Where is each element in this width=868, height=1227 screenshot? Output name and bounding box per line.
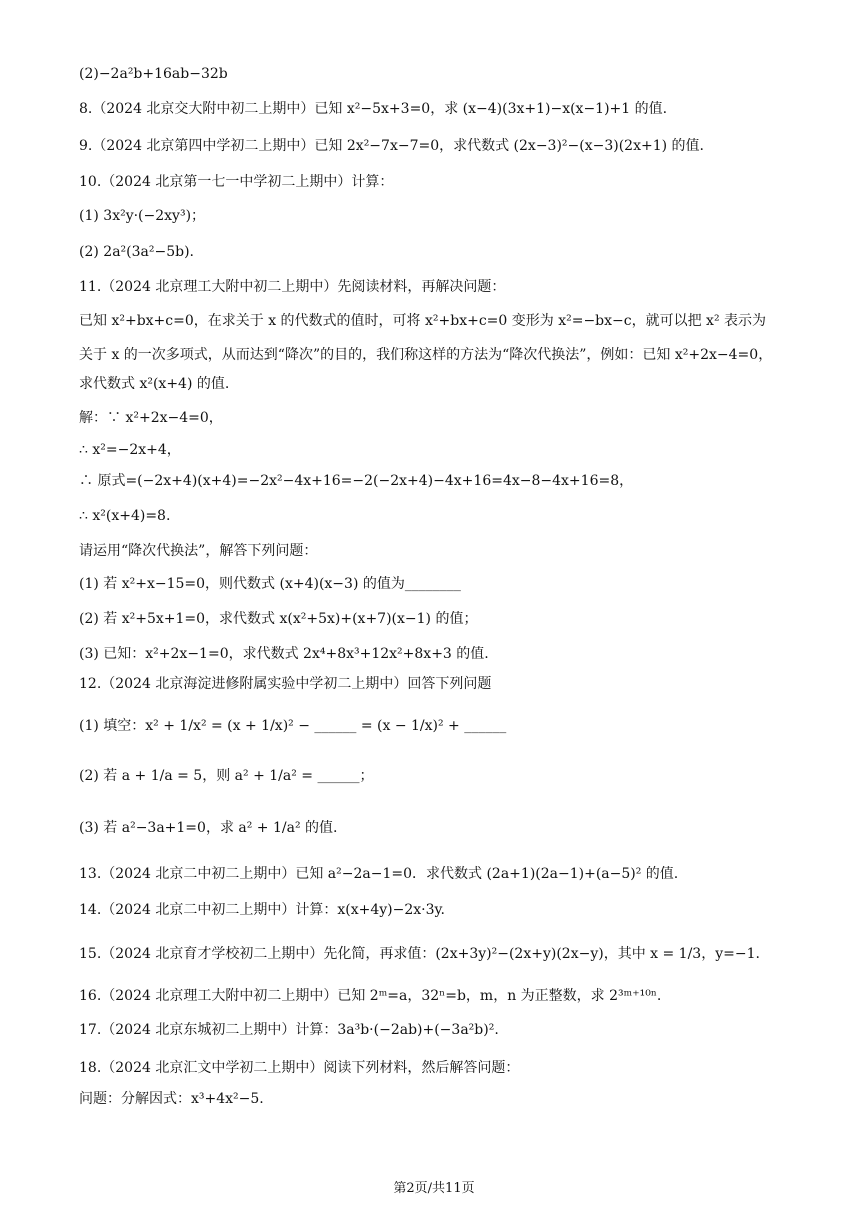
text-line-l20: (1) 填空：x² + 1/x² = (x + 1/x)² − ______ = (x − 1/x)² + ______ [79,718,507,734]
text-line-l14: ∴ x²(x+4)=8. [79,508,171,524]
text-line-l08: 已知 x²+bx+c=0，在求关于 x 的代数式的值时，可将 x²+bx+c=0 变形为 x²=−bx−c，就可以把 x² 表示为 [79,313,767,329]
text-line-l09: 关于 x 的一次多项式，从而达到“降次”的目的，我们称这样的方法为“降次代换法”，例如：已知 x²+2x−4=0， [79,347,773,363]
text-line-l02: 8.（2024 北京交大附中初二上期中）已知 x²−5x+3=0，求 (x−4)(3x+1)−x(x−1)+1 的值. [79,101,668,117]
text-line-l19: 12.（2024 北京海淀进修附属实验中学初二上期中）回答下列问题 [79,676,492,692]
text-line-l10: 求代数式 x²(x+4) 的值. [79,376,230,392]
text-line-l13: ∴ 原式=(−2x+4)(x+4)=−2x²−4x+16=−2(−2x+4)−4x+16=4x−8−4x+16=8， [79,473,634,489]
text-line-l26: 16.（2024 北京理工大附中初二上期中）已知 2ᵐ=a，32ⁿ=b，m，n 为正整数，求 2³ᵐ⁺¹⁰ⁿ. [79,988,662,1004]
text-line-l17: (2) 若 x²+5x+1=0，求代数式 x(x²+5x)+(x+7)(x−1) 的值； [79,611,478,627]
text-line-l21: (2) 若 a + 1/a = 5，则 a² + 1/a² = ______； [79,768,374,784]
text-line-l25: 15.（2024 北京育才学校初二上期中）先化简，再求值：(2x+3y)²−(2x+y)(2x−y)，其中 x = 1/3，y=−1. [79,946,760,962]
text-line-l04: 10.（2024 北京第一七一中学初二上期中）计算： [79,174,394,190]
page-footer: 第2页/共11页 [393,1181,475,1196]
text-line-l18: (3) 已知：x²+2x−1=0，求代数式 2x⁴+8x³+12x²+8x+3 的值. [79,646,489,662]
text-line-l27: 17.（2024 北京东城初二上期中）计算：3a³b·(−2ab)+(−3a²b)². [79,1022,499,1038]
text-line-l28: 18.（2024 北京汇文中学初二上期中）阅读下列材料，然后解答问题： [79,1060,520,1076]
text-line-l29: 问题：分解因式：x³+4x²−5. [79,1091,264,1107]
text-line-l15: 请运用“降次代换法”，解答下列问题： [79,543,318,559]
text-line-l11: 解：∵ x²+2x−4=0， [79,410,223,426]
text-line-l07: 11.（2024 北京理工大附中初二上期中）先阅读材料，再解决问题： [79,279,506,295]
text-line-l23: 13.（2024 北京二中初二上期中）已知 a²−2a−1=0．求代数式 (2a+1)(2a−1)+(a−5)² 的值. [79,866,679,882]
text-line-l24: 14.（2024 北京二中初二上期中）计算：x(x+4y)−2x·3y. [79,902,445,918]
text-line-l22: (3) 若 a²−3a+1=0，求 a² + 1/a² 的值. [79,820,338,836]
text-line-l03: 9.（2024 北京第四中学初二上期中）已知 2x²−7x−7=0，求代数式 (2x−3)²−(x−3)(2x+1) 的值. [79,138,704,154]
text-line-l01: (2)−2a²b+16ab−32b [79,66,228,82]
text-line-l05: (1) 3x²y·(−2xy³)； [79,208,206,224]
text-line-l12: ∴ x²=−2x+4， [79,442,181,458]
text-line-l06: (2) 2a²(3a²−5b). [79,244,194,260]
text-line-l16: (1) 若 x²+x−15=0，则代数式 (x+4)(x−3) 的值为________ [79,576,461,592]
